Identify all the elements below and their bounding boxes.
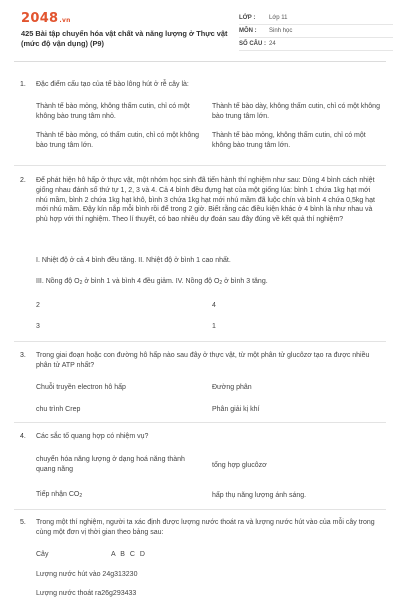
question-text: Trong giai đoạn hoặc con đường hô hấp nào sau đây ở thực vật, từ một phân tử glucôzơ tạo ra được nhiều phân tử ATP nhất?	[36, 352, 370, 369]
option-b[interactable]: tổng hợp glucôzơ	[212, 462, 267, 469]
option-d[interactable]: Phân giải kị khí	[212, 406, 260, 413]
meta-row-grade: LỚP : Lớp 11	[239, 12, 393, 25]
question-4: 4. Các sắc tố quang hợp có nhiệm vụ?	[20, 432, 380, 442]
meta-row-subject: MÔN : Sinh học	[239, 25, 393, 38]
worksheet-header	[14, 0, 386, 62]
option-d[interactable]: 1	[212, 323, 216, 330]
table-header-columns: A B C D	[111, 551, 145, 558]
option-b[interactable]: Đường phân	[212, 384, 252, 391]
question-2: 2. Để phát hiện hô hấp ở thực vật, một nhóm học sinh đã tiến hành thí nghiệm như sau: Dùng 4 bình cách nhiệt giống nhau đánh số thứ tự 1, 2, 3 và 4. Cả 4 bình đều đựng hạt của một giống lúa: bình 1 chứa 1kg hạt mới nhú mầm, bình 2 chứa 1kg hạt khô, bình 3 chứa 1kg hạt mới nhú mầm đã luộc chín và bình 4 chứa 0,5kg hạt mới nhú mầm. Đậy kín nắp mỗi bình rồi để trong 2 giờ. Biết rằng các điều kiện khác ở 4 bình là như nhau và phù hợp với thí nghiệm. Theo lí thuyết, có bao nhiêu dự đoán sau đây đúng về kết quả thí nghiệm?	[20, 176, 380, 225]
question-3: 3. Trong giai đoạn hoặc con đường hô hấp nào sau đây ở thực vật, từ một phân tử glucôzơ tạo ra được nhiều phân tử ATP nhất?	[20, 351, 380, 371]
question-1: 1. Đặc điểm cấu tạo của tế bào lông hút ở rễ cây là: Thành tế bào mỏng, không thấm cutin, chỉ có một không bào trung tâm nhỏ. Thành tế bào dày, không thấm cutin, chỉ có một không bào trung tâm lớn. Thành tế bào mỏng, có thấm cutin, chỉ có một không bào trung tâm lớn. Thành tế bào mỏng, không thấm cutin, chỉ có một không bào trung tâm lớn.	[20, 80, 380, 90]
option-c[interactable]: Thành tế bào mỏng, có thấm cutin, chỉ có một không bào trung tâm lớn.	[36, 132, 200, 150]
meta-row-count: SỐ CÂU : 24	[239, 38, 393, 51]
option-a[interactable]: Thành tế bào mỏng, không thấm cutin, chỉ có một không bào trung tâm nhỏ.	[36, 103, 190, 121]
divider	[14, 165, 386, 166]
option-c[interactable]: Tiếp nhận $CO_2$	[36, 491, 83, 499]
question-text: Đặc điểm cấu tạo của tế bào lông hút ở rễ cây là:	[36, 81, 189, 88]
option-a[interactable]: Chuỗi truyền electron hô hấp	[36, 384, 126, 391]
question-5: 5. Trong một thí nghiệm, người ta xác định được lượng nước thoát ra và lượng nước hút vào của mỗi cây trong cùng một đơn vị thời gian theo bảng sau:	[20, 518, 380, 538]
divider	[14, 509, 386, 510]
divider	[14, 422, 386, 423]
option-b[interactable]: Thành tế bào dày, không thấm cutin, chỉ có một không bào trung tâm lớn.	[212, 103, 380, 121]
question-text: Để phát hiện hô hấp ở thực vật, một nhóm học sinh đã tiến hành thí nghiệm như sau: Dùng 4 bình cách nhiệt giống nhau đánh số thứ tự 1, 2, 3 và 4. Cả 4 bình đều đựng hạt của một giống lúa: bình 1 chứa 1kg hạt mới nhú mầm, bình 2 chứa 1kg hạt khô, bình 3 chứa 1kg hạt mới nhú mầm đã luộc chín và bình 4 chứa 0,5kg hạt mới nhú mầm. Đậy kín nắp mỗi bình rồi để trong 2 giờ. Biết rằng các điều kiện khác ở 4 bình là như nhau và phù hợp với thí nghiệm. Theo lí thuyết, có bao nhiêu dự đoán sau đây đúng về kết quả thí nghiệm?	[36, 177, 375, 224]
meta-table	[239, 12, 393, 51]
option-d[interactable]: Thành tế bào mỏng, không thấm cutin, chỉ có một không bào trung tâm lớn.	[212, 132, 366, 150]
question-text: Các sắc tố quang hợp có nhiệm vụ?	[36, 433, 149, 440]
divider	[14, 341, 386, 342]
option-a[interactable]: 2	[36, 302, 40, 309]
table-row-water-out: Lượng nước thoát ra26g293433	[36, 590, 137, 597]
option-d[interactable]: hấp thụ năng lượng ánh sáng.	[212, 492, 307, 499]
option-c[interactable]: chu trình Crep	[36, 406, 81, 413]
table-row-water-in: Lượng nước hút vào 24g313230	[36, 571, 138, 578]
site-logo[interactable]: 2048.vn	[21, 11, 71, 26]
statement-line-2: III. Nồng độ $O_2$ ở bình 1 và bình 4 đều giảm. IV. Nồng độ $O_2$ ở bình 3 tăng.	[36, 278, 268, 286]
table-header-label: Cây	[36, 551, 49, 558]
option-c[interactable]: 3	[36, 323, 40, 330]
option-a[interactable]: chuyển hóa năng lượng ở dạng hoá năng thành quang năng	[36, 456, 185, 474]
document-title: 425 Bài tập chuyển hóa vật chất và năng lượng ở Thực vật (mức độ vận dụng) (P9)	[21, 29, 228, 48]
statement-line-1: I. Nhiệt độ ở cả 4 bình đều tăng. II. Nhiệt độ ở bình 1 cao nhất.	[36, 257, 231, 264]
option-b[interactable]: 4	[212, 302, 216, 309]
question-text: Trong một thí nghiệm, người ta xác định được lượng nước thoát ra và lượng nước hút vào của mỗi cây trong cùng một đơn vị thời gian theo bảng sau:	[36, 519, 375, 536]
